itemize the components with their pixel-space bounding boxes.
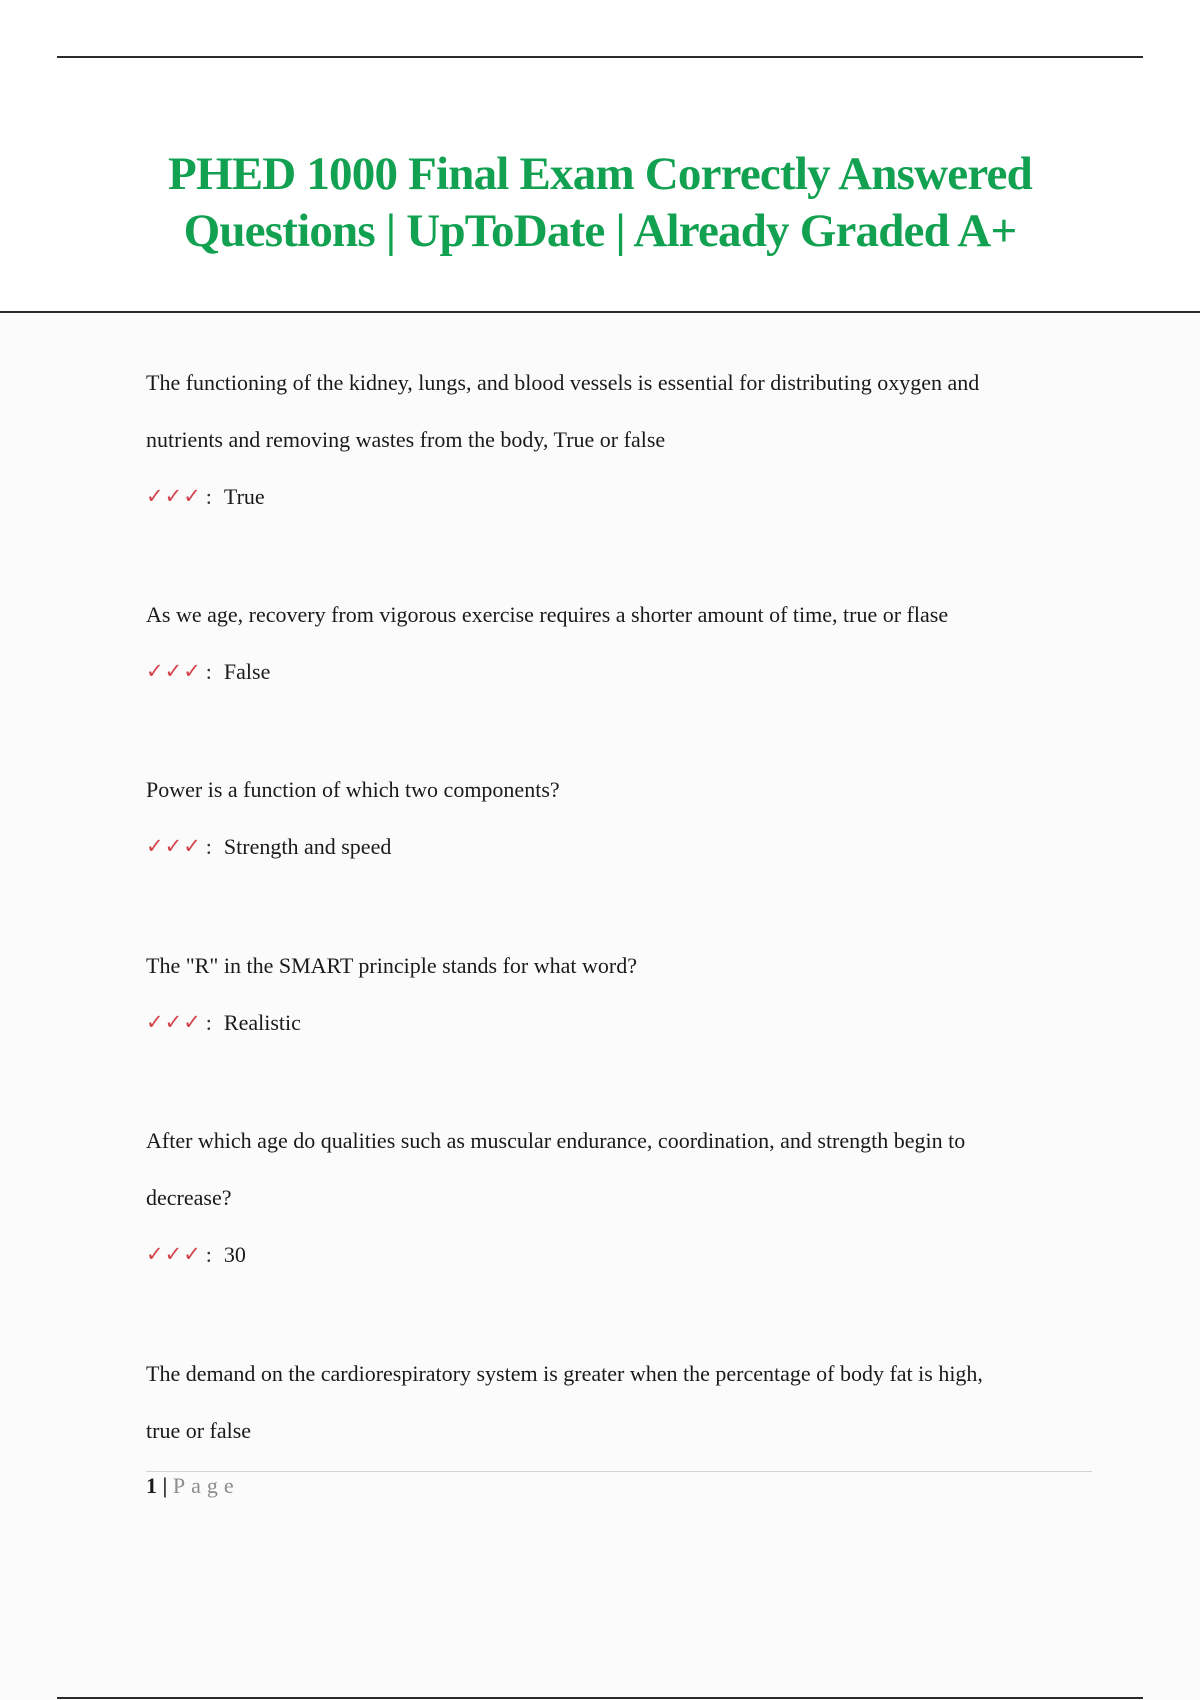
question-5-line-1: After which age do qualities such as muscular endurance, coordination, and strength begin to <box>146 1128 966 1153</box>
question-5-line-2: decrease? <box>146 1185 232 1210</box>
answer-5 <box>146 1226 1086 1283</box>
bottom-rule <box>57 1697 1143 1699</box>
qa-item-2 <box>146 586 1086 700</box>
qa-item-1 <box>146 354 1086 525</box>
answer-colon: : <box>205 834 212 859</box>
answer-1-text: True <box>223 484 265 509</box>
question-6-line-1: The demand on the cardiorespiratory system is greater when the percentage of body fat is high, <box>146 1361 983 1386</box>
check-marks-icon: ✓✓✓ <box>146 484 202 508</box>
check-marks-icon: ✓✓✓ <box>146 1242 202 1266</box>
top-rule <box>57 56 1143 58</box>
qa-item-5 <box>146 1112 1086 1283</box>
title-line-2: Questions | UpToDate | Already Graded A+ <box>183 205 1017 257</box>
answer-2 <box>146 643 1086 700</box>
question-1-line-1: The functioning of the kidney, lungs, and blood vessels is essential for distributing oxygen and <box>146 370 980 395</box>
answer-colon: : <box>205 1010 212 1035</box>
question-2-line-1: As we age, recovery from vigorous exercise requires a shorter amount of time, true or flase <box>146 602 949 627</box>
page-label: Page <box>172 1473 240 1498</box>
qa-item-6 <box>146 1345 1086 1459</box>
question-3-line-1: Power is a function of which two components? <box>146 777 560 802</box>
check-marks-icon: ✓✓✓ <box>146 1010 202 1034</box>
question-4-line-1: The "R" in the SMART principle stands for what word? <box>146 953 637 978</box>
qa-item-4 <box>146 937 1086 1051</box>
title-line-1: PHED 1000 Final Exam Correctly Answered <box>168 148 1032 200</box>
page-footer <box>146 1472 240 1500</box>
answer-3-text: Strength and speed <box>223 834 392 859</box>
answer-3 <box>146 818 1086 875</box>
qa-item-3 <box>146 761 1086 875</box>
question-1-line-2: nutrients and removing wastes from the body, True or false <box>146 427 666 452</box>
page-number: 1 <box>146 1473 157 1498</box>
answer-2-text: False <box>223 659 271 684</box>
footer-rule <box>146 1471 1092 1472</box>
document-title <box>100 146 1100 260</box>
question-6-line-2: true or false <box>146 1418 252 1443</box>
page-separator: | <box>162 1473 168 1498</box>
answer-5-text: 30 <box>223 1242 246 1267</box>
answer-1 <box>146 468 1086 525</box>
check-marks-icon: ✓✓✓ <box>146 659 202 683</box>
answer-4 <box>146 994 1086 1051</box>
answer-colon: : <box>205 484 212 509</box>
answer-4-text: Realistic <box>223 1010 301 1035</box>
answer-colon: : <box>205 659 212 684</box>
check-marks-icon: ✓✓✓ <box>146 834 202 858</box>
answer-colon: : <box>205 1242 212 1267</box>
